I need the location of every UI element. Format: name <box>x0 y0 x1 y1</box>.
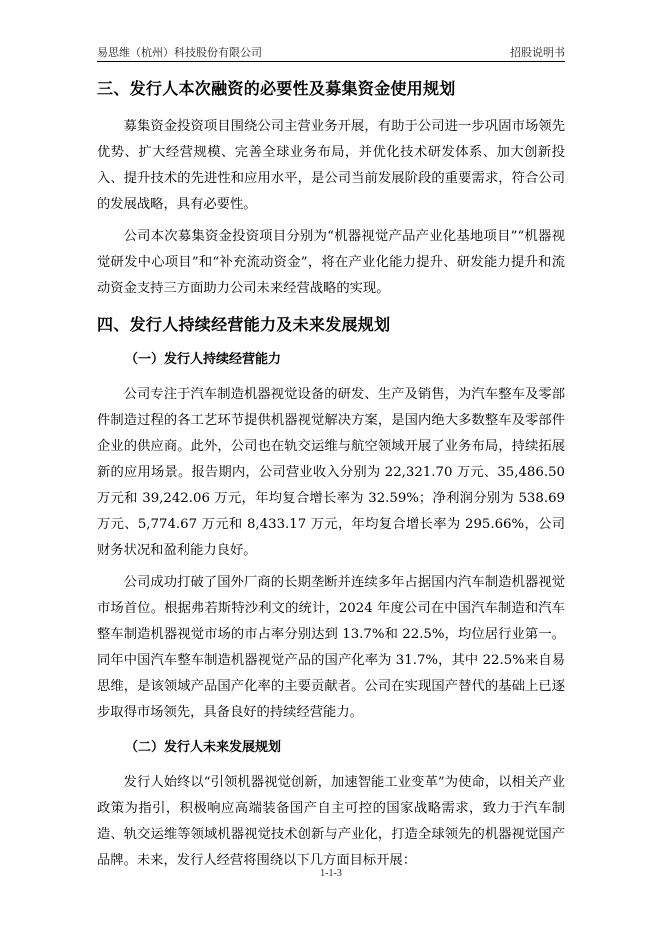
subsection-4-2-paragraph-1: 发行人始终以“引领机器视觉创新，加速智能工业变革”为使命，以相关产业政策为指引，积极响应高端装备国产自主可控的国家战略需求，致力于汽车制造、轨交运维等领域机器视觉技术创新与产业化，打造全球领先的机器视觉国产品牌。未来，发行人经营将围绕以下几方面目标开展： <box>97 775 565 868</box>
subsection-4-1-paragraph-2: 公司成功打破了国外厂商的长期垄断并连续多年占据国内汽车制造机器视觉市场首位。根据弗若斯特沙利文的统计，2024 年度公司在中国汽车制造和汽车整车制造机器视觉市场的市占率分别达到 13.7%和 22.5%，均位居行业第一。同年中国汽车整车制造机器视觉产品的国产化率为 31.7%，其中 22.5%来自易思维，是该领域产品国产化率的主要贡献者。公司在实现国产替代的基础上已逐步取得市场领先，具备良好的持续经营能力。 <box>97 575 565 720</box>
section-4-heading: 四、发行人持续经营能力及未来发展规划 <box>97 315 391 334</box>
page-header <box>97 44 565 62</box>
company-name: 易思维（杭州）科技股份有限公司 <box>97 46 262 59</box>
page-number: 1-1-3 <box>320 868 342 879</box>
section-3-paragraph-1: 募集资金投资项目围绕公司主营业务开展，有助于公司进一步巩固市场领先优势、扩大经营规模、完善全球业务布局，并优化技术研发体系、加大创新投入、提升技术的先进性和应用水平，是公司当前发展阶段的重要需求，符合公司的发展战略，具有必要性。 <box>97 119 565 212</box>
subsection-4-2-heading: （二）发行人未来发展规划 <box>125 740 282 755</box>
section-3-heading: 三、发行人本次融资的必要性及募集资金使用规划 <box>97 79 456 98</box>
subsection-4-1-paragraph-1: 公司专注于汽车制造机器视觉设备的研发、生产及销售，为汽车整车及零部件制造过程的各工艺环节提供机器视觉解决方案，是国内绝大多数整车及零部件企业的供应商。此外，公司也在轨交运维与航空领域开展了业务布局，持续拓展新的应用场景。报告期内，公司营业收入分别为 22,321.70 万元、35,486.50 万元和 39,242.06 万元，年均复合增长率为 32.59%；净利润分别为 538.69 万元、5,774.67 万元和 8,433.17 万元，年均复合增长率为 295.66%，公司财务状况和盈利能力良好。 <box>97 387 565 558</box>
page-content <box>97 78 565 874</box>
document-type: 招股说明书 <box>510 46 565 59</box>
subsection-4-1-heading: （一）发行人持续经营能力 <box>125 352 282 367</box>
section-3-paragraph-2: 公司本次募集资金投资项目分别为“机器视觉产品产业化基地项目”“机器视觉研发中心项目”和“补充流动资金”，将在产业化能力提升、研发能力提升和流动资金支持三方面助力公司未来经营战略的实现。 <box>97 229 565 296</box>
